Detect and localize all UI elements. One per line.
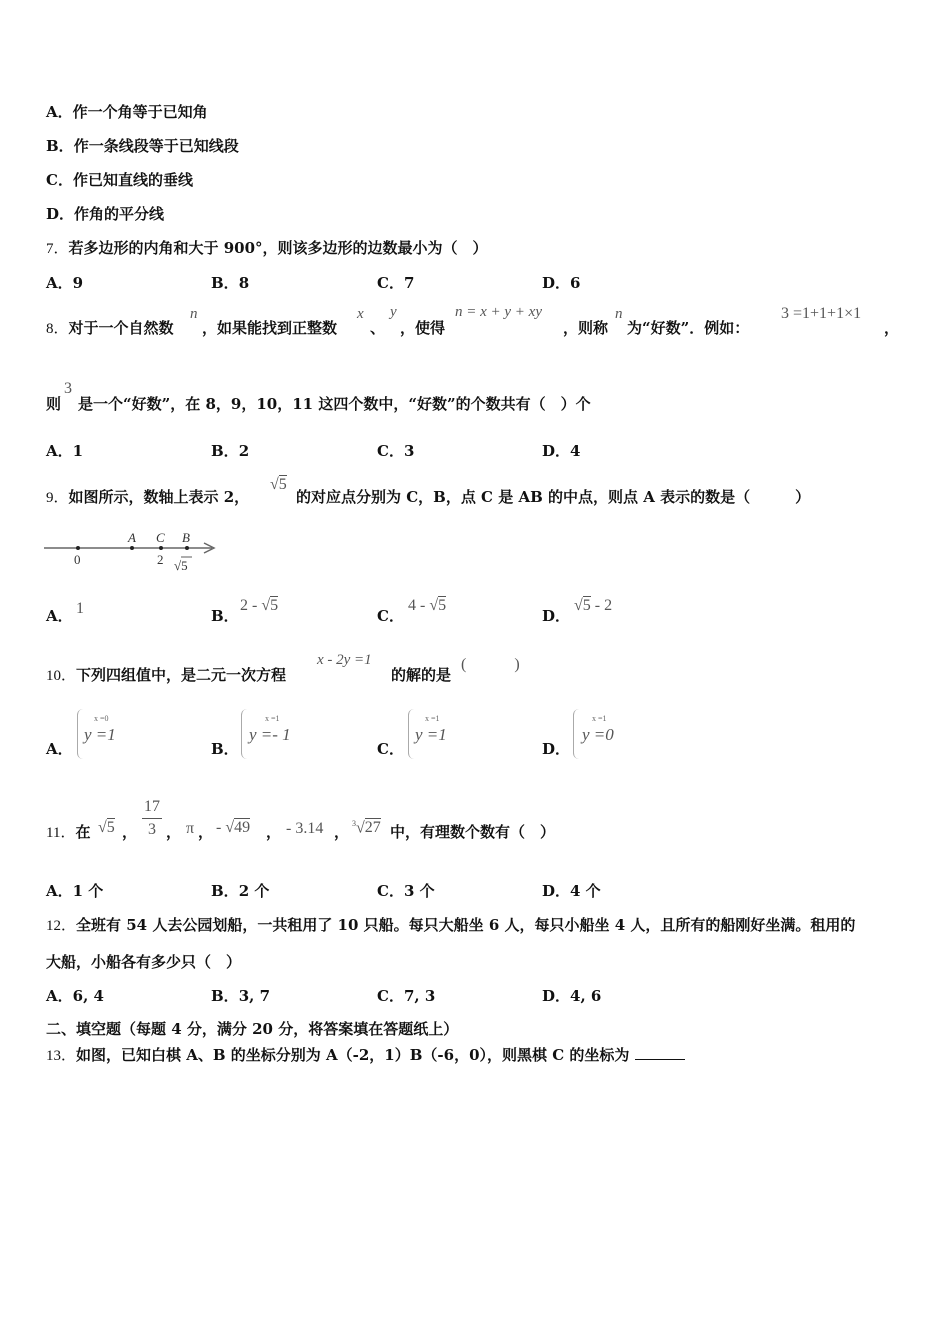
option-letter: B． (46, 137, 74, 155)
number-3: 3 (64, 380, 72, 397)
q8-stem-line1 (46, 318, 174, 339)
q10-stem (46, 665, 286, 686)
x-value: x =1 (592, 714, 607, 723)
q6-option-d (46, 204, 164, 224)
system-brace (573, 709, 580, 759)
q7-stem (46, 238, 488, 259)
y-value: y =- 1 (249, 725, 291, 744)
separator: ， (334, 823, 350, 841)
option-text: 2 个 (238, 882, 270, 900)
svg-text:2: 2 (157, 552, 164, 567)
section-title: 二、填空题（每题 4 分，满分 20 分，将答案填在答题纸上） (46, 1020, 459, 1038)
system-brace (77, 709, 84, 759)
x-value: x =0 (94, 714, 109, 723)
option-letter: A． (46, 607, 73, 625)
question-number: 10． (46, 668, 77, 684)
q6-option-b (46, 136, 239, 156)
option-letter: C． (377, 740, 404, 758)
q7-option-d (542, 273, 580, 293)
text-segment: ，则称 (563, 319, 609, 337)
q12-option-d (542, 986, 601, 1006)
question-number: 9． (46, 490, 69, 506)
option-math: 2 - √5 (240, 597, 279, 614)
q9-option-c (377, 606, 404, 626)
option-text: 6, 4 (72, 987, 104, 1005)
text-segment: 是一个“好数”，在 8，9，10，11 这四个数中，“好数”的个数共有（ ）个 (78, 395, 591, 413)
svg-text:B: B (182, 530, 190, 545)
option-text: 1 个 (72, 882, 104, 900)
formula-good-number: n = x + y + xy (455, 304, 542, 320)
option-text: 作角的平分线 (74, 205, 165, 223)
question-text: 若多边形的内角和大于 900°，则该多边形的边数最小为（ ） (68, 239, 488, 257)
q8-option-c (377, 441, 414, 461)
radicand: 5 (582, 597, 591, 614)
option-letter: D． (542, 882, 571, 900)
option-text: 3 个 (403, 882, 435, 900)
answer-paren: ( ) (461, 656, 520, 673)
denominator: 3 (148, 821, 156, 838)
option-text: 9 (72, 274, 84, 292)
text-segment: 的解的是 (391, 666, 452, 684)
question-number: 11． (46, 825, 76, 841)
question-number: 8． (46, 321, 69, 337)
radicand: 27 (364, 819, 381, 837)
svg-text:0: 0 (74, 552, 81, 567)
option-text: 3 (403, 442, 415, 460)
option-letter: A． (46, 442, 73, 460)
q9-option-b (211, 606, 239, 626)
option-letter: A． (46, 740, 73, 758)
option-letter: B． (211, 607, 239, 625)
q12-option-a (46, 986, 104, 1006)
sqrt-5: √5 (270, 476, 287, 493)
question-number: 13． (46, 1048, 77, 1064)
option-text: 4 个 (570, 882, 601, 900)
q8-option-a (46, 441, 83, 461)
option-text: 作一条线段等于已知线段 (73, 137, 239, 155)
option-text: 4 (570, 442, 581, 460)
option-letter: B． (211, 882, 239, 900)
q10-option-d (542, 739, 570, 759)
option-letter: A． (46, 274, 73, 292)
option-text: 6 (570, 274, 581, 292)
text-segment: ，使得 (400, 319, 446, 337)
comma: ， (884, 319, 900, 337)
q11-option-a (46, 881, 103, 901)
number-line-figure (44, 528, 224, 576)
q12-option-b (211, 986, 270, 1006)
q7-option-b (211, 273, 249, 293)
var-n: n (615, 306, 623, 322)
option-text: 7, 3 (403, 987, 436, 1005)
separator: ， (166, 823, 182, 841)
equation: x - 2y =1 (317, 652, 372, 668)
y-value: y =1 (84, 725, 116, 744)
y-value: y =0 (582, 725, 614, 744)
var-n: n (190, 306, 198, 322)
pi: π (186, 820, 195, 837)
q12-option-c (377, 986, 435, 1006)
q7-option-c (377, 273, 414, 293)
option-letter: C． (377, 607, 404, 625)
q6-option-a (46, 102, 208, 122)
q8-option-d (542, 441, 580, 461)
cbrt-27: $^3$√27 (352, 819, 381, 837)
separator: ， (198, 823, 214, 841)
option-letter: C． (377, 987, 404, 1005)
q12-stem-line1 (46, 915, 855, 936)
separator: ， (122, 823, 138, 841)
option-text: 作一个角等于已知角 (72, 103, 208, 121)
separator: ， (266, 823, 282, 841)
q8-option-b (211, 441, 249, 461)
radicand: 49 (234, 819, 251, 836)
x-value: x =1 (265, 714, 280, 723)
var-y: y (390, 304, 397, 320)
q9-stem (46, 487, 249, 508)
option-letter: D． (542, 442, 571, 460)
fraction-17-3 (142, 796, 162, 841)
option-letter: D． (542, 987, 571, 1005)
question-text: 如图，已知白棋 A、B 的坐标分别为 A（-2，1）B（-6，0），则黑棋 C 的坐标为 (76, 1046, 630, 1064)
radicand: 5 (278, 476, 287, 493)
option-letter: B． (211, 987, 239, 1005)
option-text: 8 (238, 274, 250, 292)
option-letter: C． (377, 274, 404, 292)
option-text: 1 (72, 442, 84, 460)
math-prefix: 2 - (240, 597, 262, 614)
text-segment: 为“好数”．例如： (627, 319, 750, 337)
system-brace (241, 709, 248, 759)
q6-option-c (46, 170, 193, 190)
y-value: y =1 (415, 725, 447, 744)
text-segment: ，如果能找到正整数 (202, 319, 338, 337)
text-segment: 如图所示，数轴上表示 2， (68, 488, 250, 506)
option-math: 4 - √5 (408, 597, 447, 614)
radicand: 5 (106, 819, 115, 836)
q9-option-d (542, 606, 570, 626)
option-text: 作已知直线的垂线 (72, 171, 193, 189)
q12-stem-line2: 大船，小船各有多少只（ ） (46, 953, 242, 971)
example-formula: 3 =1+1+1×1 (781, 305, 862, 322)
text-segment: 对于一个自然数 (68, 319, 174, 337)
svg-text:√5: √5 (174, 558, 188, 573)
radicand: 5 (438, 597, 447, 614)
option-text: 7 (403, 274, 415, 292)
answer-blank[interactable] (635, 1045, 685, 1060)
option-letter: D． (542, 740, 571, 758)
option-text: 4, 6 (570, 987, 602, 1005)
text-segment: 全班有 54 人去公园划船，一共租用了 10 只船。每只大船坐 6 人，每只小船坐 4 人，且所有的船刚好坐满。租用的 (76, 916, 856, 934)
system-brace (408, 709, 415, 759)
sqrt-5: √5 (98, 819, 115, 836)
option-letter: B． (211, 740, 239, 758)
q13-stem (46, 1045, 685, 1066)
text-segment: 在 (75, 823, 91, 841)
q7-option-a (46, 273, 83, 293)
radicand: 5 (270, 597, 279, 614)
option-letter: C． (377, 882, 404, 900)
svg-text:C: C (156, 530, 165, 545)
option-letter: A． (46, 882, 73, 900)
option-letter: D． (46, 205, 75, 223)
option-math: √5 - 2 (574, 597, 613, 614)
text-segment: 下列四组值中，是二元一次方程 (76, 666, 287, 684)
q11-option-d (542, 881, 601, 901)
option-letter: A． (46, 987, 73, 1005)
svg-text:A: A (128, 530, 136, 545)
option-letter: C． (377, 442, 404, 460)
option-letter: C． (46, 171, 73, 189)
q10-option-a (46, 739, 73, 759)
option-math: 1 (76, 600, 84, 617)
option-letter: D． (542, 607, 571, 625)
text-segment: 则 (46, 395, 62, 413)
q11-option-c (377, 881, 435, 901)
root-index: 3 (352, 819, 356, 828)
separator: 、 (370, 319, 386, 337)
option-text: 3, 7 (238, 987, 271, 1005)
option-letter: A． (46, 103, 73, 121)
option-text: 2 (238, 442, 250, 460)
text-segment: 的对应点分别为 C，B，点 C 是 AB 的中点，则点 A 表示的数是（ ） (296, 488, 811, 506)
q9-option-a (46, 606, 73, 626)
question-number: 12． (46, 918, 77, 934)
text-segment: 中，有理数个数有（ ） (390, 823, 556, 841)
x-value: x =1 (425, 714, 440, 723)
neg-sqrt-49: - √49 (216, 819, 251, 836)
option-letter: B． (211, 442, 239, 460)
var-x: x (357, 306, 364, 322)
option-letter: D． (542, 274, 571, 292)
q11-stem (46, 822, 90, 843)
minus-sign: - (216, 819, 226, 836)
q10-option-b (211, 739, 239, 759)
decimal-value: - 3.14 (286, 820, 324, 837)
numerator: 17 (142, 796, 162, 819)
question-number: 7． (46, 241, 69, 257)
q10-option-c (377, 739, 404, 759)
math-prefix: 4 - (408, 597, 430, 614)
option-letter: B． (211, 274, 239, 292)
q11-option-b (211, 881, 269, 901)
math-suffix: - 2 (590, 597, 613, 614)
